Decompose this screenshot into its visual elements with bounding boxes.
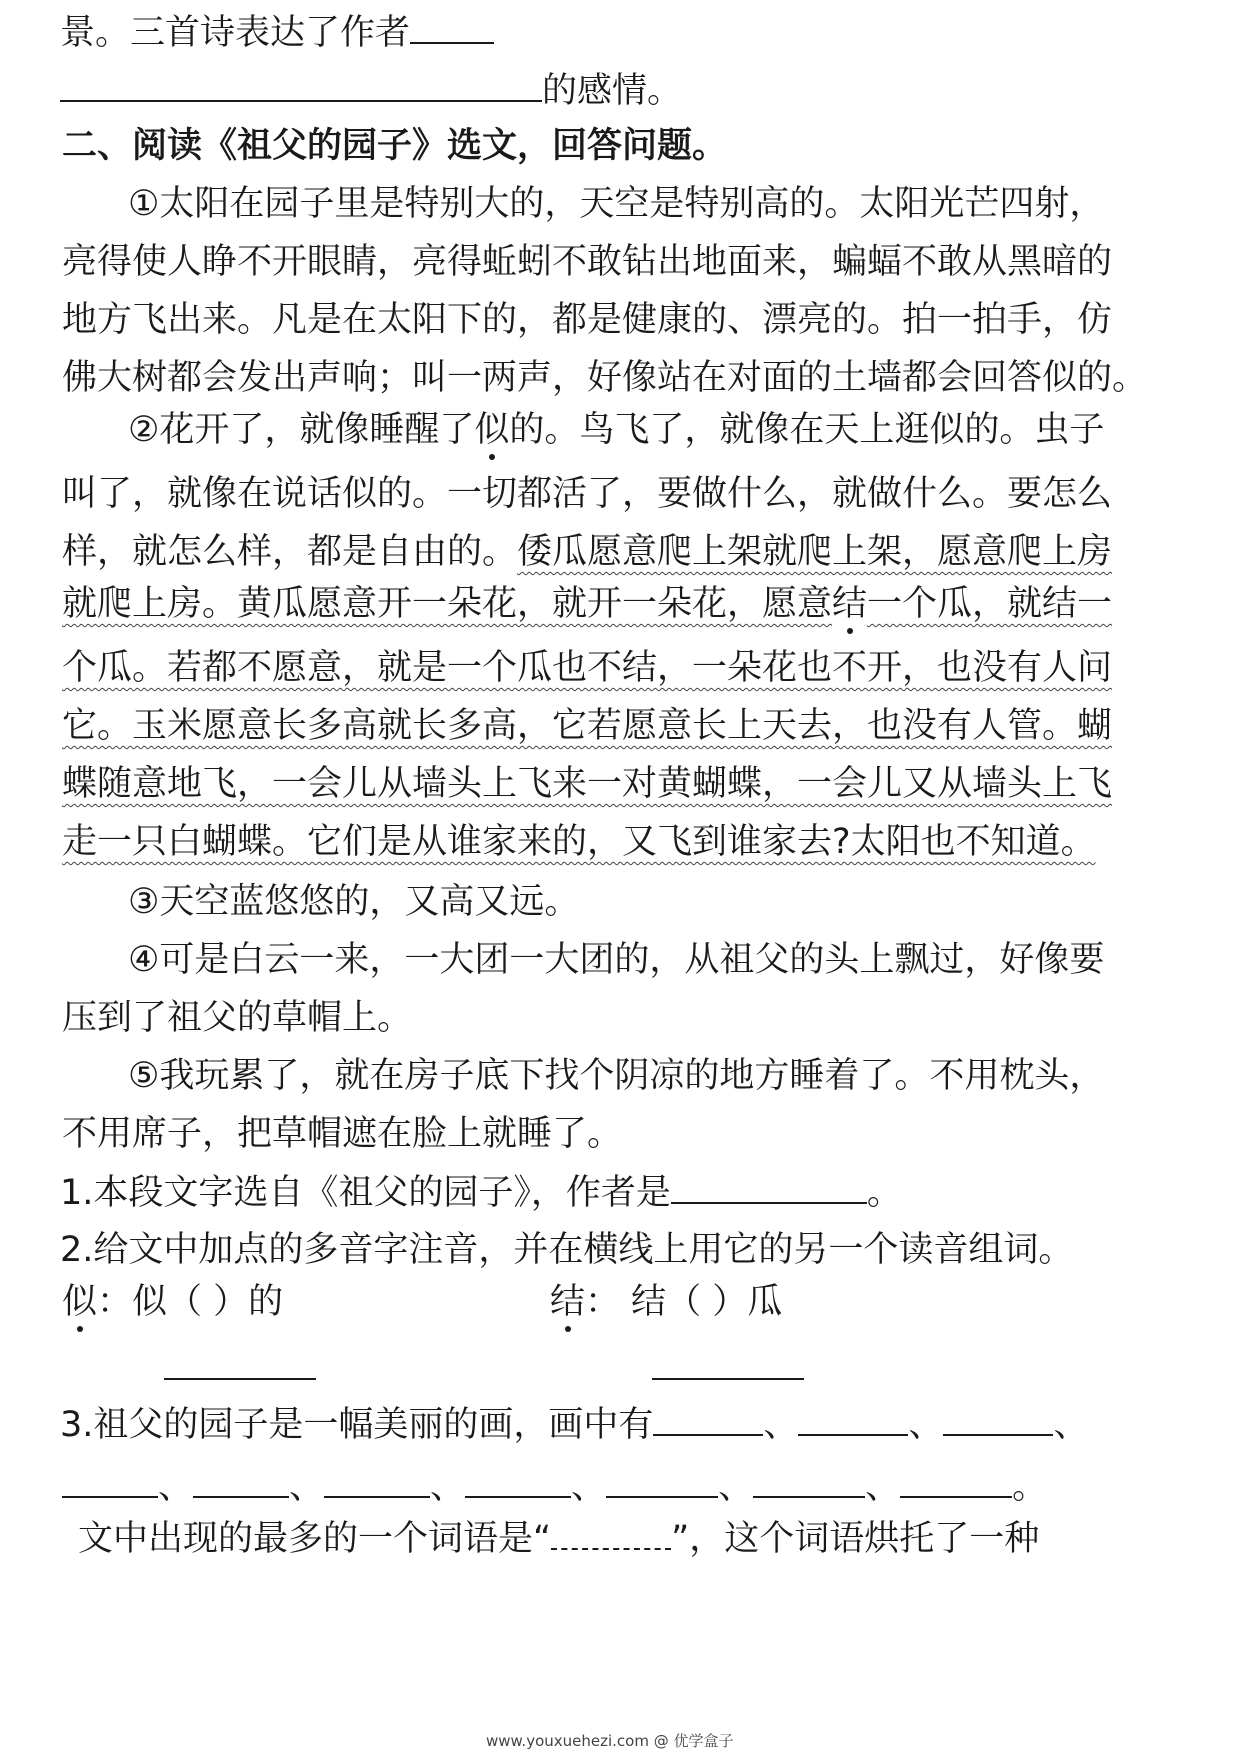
answer-blank-jie-word[interactable] [652,1378,804,1380]
top-line-1 [60,10,494,55]
question-1-end: 。 [866,1173,902,1213]
answer-blank[interactable] [60,68,542,102]
p2-text: ②花开了，就像睡醒了 [128,410,475,450]
separator: 、 [289,1467,325,1507]
dotted-char-si: 似 [474,410,510,450]
answer-blank[interactable] [753,1464,865,1498]
question-3-line-2 [62,1464,1047,1509]
p2-line-3 [62,530,1112,574]
top-line-2 [60,68,682,113]
p1-line-1: ①太阳在园子里是特别大的，天空是特别高的。太阳光芒四射， [128,184,1105,224]
top-line-1-text: 景。三首诗表达了作者 [60,13,411,53]
p3-line: ③天空蓝悠悠的，又高又远。 [128,882,580,922]
top-line-2-text: 的感情。 [542,71,683,111]
answer-blank[interactable] [653,1402,763,1436]
answer-blank[interactable] [465,1464,571,1498]
p2-text: 样，就怎么样，都是自由的。 [62,532,518,572]
answer-blank[interactable] [943,1402,1053,1436]
question-3-line-1 [60,1402,1088,1447]
q2-item-jie [550,1280,782,1324]
p4-line-1: ④可是白云一来，一大团一大团的，从祖父的头上飘过，好像要 [128,940,1105,980]
watermark-text: www.youxuehezi.com @ 优学盒子 [486,1732,734,1750]
p5-line-1: ⑤我玩累了，就在房子底下找个阴凉的地方睡着了。不用枕头， [128,1056,1105,1096]
separator: 、 [865,1467,901,1507]
p2-line-1 [128,408,1104,452]
separator: 、 [1053,1405,1089,1445]
answer-blank-author[interactable] [671,1170,867,1204]
p4-line-2: 压到了祖父的草帽上。 [62,998,413,1038]
answer-blank[interactable] [798,1402,908,1436]
answer-blank[interactable] [606,1464,718,1498]
q2-item-si [62,1280,283,1324]
answer-blank-si-word[interactable] [164,1378,316,1380]
answer-blank-word[interactable] [551,1516,671,1550]
last-line [78,1516,1039,1561]
dotted-char-si: 似 [62,1282,98,1322]
q2-item-jie-text: ： 结（ ）瓜 [585,1282,783,1322]
separator: 、 [763,1405,799,1445]
separator: 、 [430,1467,466,1507]
p2-line-8: 走一只白蝴蝶。它们是从谁家来的，又飞到谁家去?太阳也不知道。 [62,822,1096,862]
question-1-text: 1.本段文字选自《祖父的园子》，作者是 [60,1173,671,1213]
question-3-end: 。 [1012,1467,1048,1507]
p2-line-7: 蝶随意地飞，一会儿从墙头上飞来一对黄蝴蝶，一会儿又从墙头上飞 [62,764,1113,804]
p2-text: 就爬上房。黄瓜愿意开一朵花，就开一朵花，愿意 [62,584,833,624]
section-title: 二、阅读《祖父的园子》选文，回答问题。 [62,126,728,166]
separator: 、 [571,1467,607,1507]
p2-text: 的。鸟飞了，就像在天上逛似的。虫子 [509,410,1105,450]
p2-line-4 [62,582,1112,626]
p2-line-6: 它。玉米愿意长多高就长多高，它若愿意长上天去，也没有人管。蝴 [62,706,1113,746]
p5-line-2: 不用席子，把草帽遮在脸上就睡了。 [62,1114,623,1154]
question-2: 2.给文中加点的多音字注音，并在横线上用它的另一个读音组词。 [60,1230,1074,1270]
answer-blank[interactable] [410,10,494,44]
p2-text: 一个瓜，就结一 [867,584,1113,624]
question-3-text: 3.祖父的园子是一幅美丽的画，画中有 [60,1405,654,1445]
answer-blank[interactable] [324,1464,430,1498]
p1-line-3: 地方飞出来。凡是在太阳下的，都是健康的、漂亮的。拍一拍手，仿 [62,300,1113,340]
wavy-underlined-text: 倭瓜愿意爬上架就爬上架，愿意爬上房 [517,532,1113,572]
p1-line-2: 亮得使人睁不开眼睛，亮得蚯蚓不敢钻出地面来，蝙蝠不敢从黑暗的 [62,242,1113,282]
last-line-text-end: ”，这个词语烘托了一种 [671,1519,1040,1559]
question-1 [60,1170,902,1215]
p1-line-4: 佛大树都会发出声响；叫一两声，好像站在对面的土墙都会回答似的。 [62,358,1148,398]
answer-blank[interactable] [62,1464,158,1498]
q2-item-si-text: ：似（ ）的 [97,1282,284,1322]
last-line-text: 文中出现的最多的一个词语是“ [78,1519,552,1559]
dotted-char-jie: 结 [550,1282,586,1322]
answer-blank[interactable] [193,1464,289,1498]
dotted-char-jie: 结 [832,584,868,624]
separator: 、 [908,1405,944,1445]
p2-line-2: 叫了，就像在说话似的。一切都活了，要做什么，就做什么。要怎么 [62,474,1113,514]
p2-line-5: 个瓜。若都不愿意，就是一个瓜也不结，一朵花也不开，也没有人问 [62,648,1113,688]
answer-blank[interactable] [900,1464,1012,1498]
separator: 、 [718,1467,754,1507]
separator: 、 [158,1467,194,1507]
